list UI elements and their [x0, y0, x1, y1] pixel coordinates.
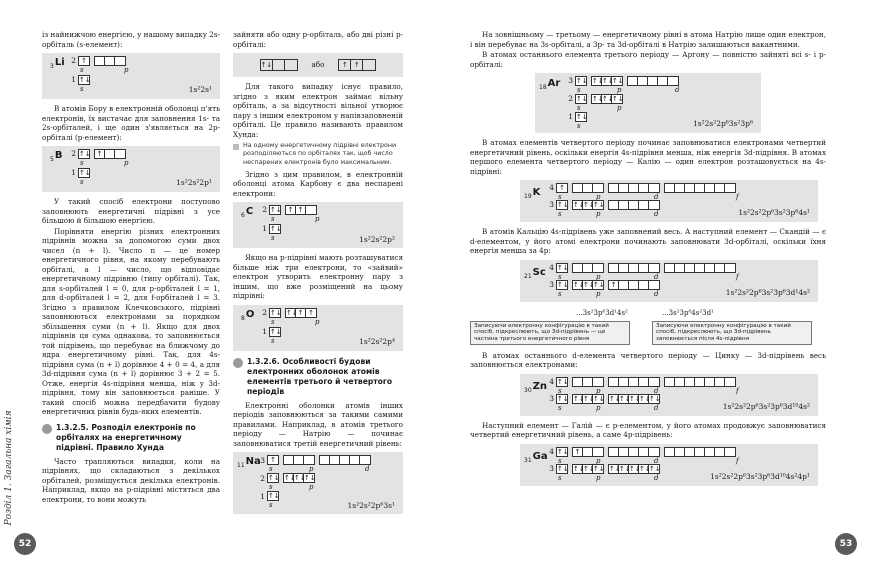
level-4: 4 ↑↓ ↑	[546, 447, 740, 457]
electron-configuration: 1s²2s²2p⁶3s²3p⁶4s¹	[738, 208, 810, 218]
electron-configuration: 1s²2s²2p⁶3s¹	[347, 500, 395, 510]
level-3: 3 ↑↓ ↑↓ ↑↓ ↑↓	[546, 200, 664, 210]
left-page-column-1	[42, 30, 220, 505]
bullet-icon	[233, 358, 243, 368]
element-symbol: $_{18}$Ar	[539, 78, 561, 91]
paragraph: Часто трапляються випадки, коли на підрівнях, що складаються з декількох орбіталей, розміщується декілька електронів. Наприклад, якщо на p-підрівні містяться два електрони, то вони можуть	[42, 456, 220, 504]
electron-configuration: 1s²2s²2p²	[359, 234, 395, 244]
config-short-1: ...3s²3p⁶3d¹4s²	[576, 308, 628, 317]
config-short-2: ...3s²3p⁶4s²3d¹	[662, 308, 714, 317]
two-electron-options: ↑↓ або ↑ ↑	[233, 53, 403, 77]
level-4: 4 ↑↓	[546, 377, 740, 387]
level-3: 3 ↑↓ ↑↓ ↑↓ ↑↓ ↑↓ ↑↓ ↑↓ ↑↓ ↑↓	[549, 393, 661, 403]
level-2: 2 ↑↓ ↑↓ ↑↓ ↑↓	[568, 94, 624, 104]
level-4: 4 ↑	[546, 183, 740, 193]
level-1: 1 ↑↓	[260, 491, 280, 501]
electron-configuration: 1s²2s¹	[188, 85, 212, 95]
orbital-diagram-ga: $_{31}$Ga 4 ↑↓ ↑ 3 ↑↓ ↑↓ ↑↓ ↑↓ ↑↓ ↑↓ ↑↓ ↑↓ ↑↓ s p d f s p d 1s²2s²2p⁶3s²3p⁶3d¹⁰4s²4p¹	[520, 444, 818, 486]
level-3: 3 ↑↓ ↑↓ ↑↓ ↑↓ ↑↓ ↑↓ ↑↓ ↑↓ ↑↓	[549, 463, 661, 473]
electron-configuration: 1s²2s²2p⁶3s²3p⁶	[692, 119, 753, 129]
orbital-diagram-na: $_{11}$Na 3 ↑ 2 ↑↓ ↑↓ ↑↓ ↑↓ 1 ↑↓ s p d s p s 1s²2s²2p⁶3s¹	[233, 452, 403, 514]
level-3: 3 ↑↓ ↑↓ ↑↓ ↑↓	[565, 76, 683, 86]
orbital-diagram-sc: $_{21}$Sc 4 ↑↓ 3 ↑↓ ↑↓ ↑↓ ↑↓ ↑ s p d f s p d 1s²2s²2p⁶3s²3p⁶3d¹4s²	[520, 260, 818, 302]
level-2: 2 ↑↓ ↑	[68, 149, 130, 159]
paragraph: У такий спосіб електрони поступово заповнюють енергетичні підрівні з усе більшою й більшою енергією.	[42, 197, 220, 225]
paragraph: Для такого випадку існує правило, згідно з яким електрон займає вільну орбіталь, а за відсутності вільної утворює пару з іншим електроном у напівзаповненій орбіталі. Це правило називають правилом Хунда:	[233, 82, 403, 139]
level-2: 2 ↑↓ ↑↓ ↑↓ ↑↓	[260, 473, 316, 483]
level-4: 4 ↑↓	[546, 263, 740, 273]
paragraph: На зовнішньому — третьому — енергетичному рівні в атома Натрію лише один електрон, і він перебуває на 3s-орбіталі, а 3p- та 3d-орбіталі в Натрію залишаються вакантними.	[470, 30, 826, 49]
note-box-2: Записуючи електронну конфігурацію в такий спосіб, підкреслюють, що 3d-підрівень заповнюється після 4s-підрівня	[652, 321, 812, 346]
level-3: 3 ↑	[257, 455, 375, 465]
level-1: 1 ↑↓	[262, 224, 282, 234]
spine-title	[4, 400, 16, 540]
element-symbol: $_{30}$Zn	[524, 380, 548, 394]
section-heading: 1.3.2.5. Розподіл електронів по орбіталях на енергетичному підрівні. Правило Хунда	[42, 423, 220, 453]
electron-configuration: 1s²2s²2p⁶3s²3p⁶3d¹⁰4s²4p¹	[710, 471, 810, 481]
orbital-diagram-b: $_5$B 2 ↑↓ ↑ 1 ↑↓ s p s 1s²2s²2p¹	[42, 146, 220, 192]
note-box-1: Записуючи електронну конфігурацію в такий спосіб, підкреслюють, що 3d-підрівень — це частина третього енергетичного рівня	[470, 321, 630, 346]
page-number-right: 53	[835, 533, 857, 555]
paragraph: зайняти або одну p-орбіталь, або дві різні p-орбіталі:	[233, 30, 403, 49]
rule-note: На одному енергетичному підрівні електрони розподіляються по орбіталях так, щоб число неспарених електронів було максимальним.	[233, 142, 403, 167]
level-2: 2 ↑	[68, 56, 130, 66]
spine-title-text: Розділ 1. Загальна хімія	[4, 410, 15, 526]
level-1: 1 ↑↓	[568, 112, 588, 122]
orbital-diagram-zn: $_{30}$Zn 4 ↑↓ 3 ↑↓ ↑↓ ↑↓ ↑↓ ↑↓ ↑↓ ↑↓ ↑↓ ↑↓ s p d f s p d 1s²2s²2p⁶3s²3p⁶3d¹⁰4s²	[520, 374, 818, 416]
level-1: 1 ↑↓	[71, 168, 91, 178]
paragraph: Наступний елемент — Галій — є p-елементом, у його атомах продовжує заповнюватися четвертий енергетичний рівень, а саме 4p-підрівень:	[470, 420, 826, 439]
paragraph: В атомах останнього елемента третього періоду — Аргону — повністю зайняті всі s- і p-орбіталі:	[470, 50, 826, 69]
right-page-column	[470, 30, 826, 491]
paragraph: В атомів Кальцію 4s-підрівень уже заповнений весь. А наступний елемент — Скандій — є d-елементом, у його атомі електрони починають заповнювати 3d-орбіталі, оскільки їхня енергія менша за 4p:	[470, 227, 826, 255]
electron-configuration: 1s²2s²2p¹	[176, 178, 212, 188]
element-symbol: $_{11}$Na	[237, 456, 261, 470]
bullet-icon	[42, 424, 52, 434]
page-number-left: 52	[14, 533, 36, 555]
paragraph: Згідно з цим правилом, в електронній оболонці атома Карбону є два неспарені електрони:	[233, 169, 403, 198]
level-1: 1 ↑↓	[262, 326, 282, 336]
orbital-diagram-c: $_6$C 2 ↑↓ ↑ ↑ 1 ↑↓ s p s 1s²2s²2p²	[233, 202, 403, 248]
element-symbol: $_5$B	[50, 150, 63, 163]
config-notation-comparison	[470, 307, 826, 351]
element-symbol: $_8$O	[241, 308, 255, 322]
element-symbol: $_{31}$Ga	[524, 450, 548, 464]
level-1: 1 ↑↓	[71, 75, 91, 85]
paragraph: В атомах останнього d-елемента четвертого періоду — Цинку — 3d-підрівень весь заповнюється електронами:	[470, 350, 826, 369]
electron-configuration: 1s²2s²2p⁶3s²3p⁶3d¹⁰4s²	[722, 401, 810, 411]
element-symbol: $_{19}$K	[524, 187, 541, 200]
paragraph: В атомах елементів четвертого періоду починає заповнюватися електронами четвертий енергетичний рівень, оскільки енергія 4s-підрівня менша, ніж енергія 3d-підрівня. В атомах першого елемента четвертого періоду — Калію — один електрон розташовується на 4s-підрівні:	[470, 138, 826, 176]
paragraph: Електронні оболонки атомів інших періодів заповнюються за такими самими правилами. Наприклад, в атомів третього періоду — Натрію — починає заповнюватися третій енергетичний рівень:	[233, 400, 403, 448]
level-2: 2 ↑↓ ↑ ↑	[259, 205, 321, 215]
level-3: 3 ↑↓ ↑↓ ↑↓ ↑↓ ↑	[546, 280, 664, 290]
electron-configuration: 1s²2s²2p⁴	[359, 337, 395, 346]
element-symbol: $_3$Li	[50, 57, 65, 70]
section-heading: 1.3.2.6. Особливості будови електронних оболонок атомів елементів третього й четвертого періодів	[233, 357, 403, 397]
element-symbol: $_{21}$Sc	[524, 266, 546, 280]
orbital-diagram-k: $_{19}$K 4 ↑ 3 ↑↓ ↑↓ ↑↓ ↑↓ s p d f s p d 1s²2s²2p⁶3s²3p⁶4s¹	[520, 180, 818, 222]
element-symbol: $_6$C	[241, 206, 254, 220]
paragraph: Якщо на p-підрівні мають розташуватися більше ніж три електрони, то «зайвий» електрон утворить електронну пару з іншим, що вже розміщений на цьому підрівні:	[233, 253, 403, 301]
orbital-diagram-ar: $_{18}$Ar 3 ↑↓ ↑↓ ↑↓ ↑↓ 2 ↑↓ ↑↓ ↑↓ ↑↓ 1 ↑↓ s p d s p s 1s²2s²2p⁶3s²3p⁶	[535, 73, 761, 133]
left-page-column-2	[233, 30, 403, 519]
level-2: 2 ↑↓ ↑↓ ↑ ↑	[259, 308, 321, 318]
or-label: або	[311, 60, 325, 70]
orbital-diagram-li: $_3$Li 2 ↑ 1 ↑↓ s p s 1s²2s¹	[42, 53, 220, 99]
paragraph: із найнижчою енергією, у нашому випадку 2s-орбіталь (s-елемент):	[42, 30, 220, 49]
electron-configuration: 1s²2s²2p⁶3s²3p⁶3d¹4s²	[725, 287, 810, 297]
paragraph: Порівняти енергію різних електронних підрівнів можна за допомогою суми двох чисел (n + l). Число n — це номер енергетичного рівня, на якому перебувають орбіталі, а l — число, що відповідає енергетичному підрівню (типу орбіталі). Так, для s-орбіталей l = 0, для p-орбіталей l = 1, для d-орбіталей l = 2, для f-орбіталей l = 3. Згідно з правилом Клечковського, підрівні заповнюються електронами за порядком збільшення суми (n + l). Якщо для двох підрівнів ця сума однакова, то заповнюється той підрівень, що перебуває на ближчому до ядра енергетичному рівні. Так, для 4s-підрівня сума (n + l) дорівнює 4 + 0 = 4, а для 3d-підрівня сума (n + l) дорівнює 3 + 2 = 5. Отже, енергія 4s-підрівня менша, ніж у 3d-підрівня, тому він заповнюється раніше. У такий спосіб можна передбачити будову енергетичних рівнів будь-яких елементів.	[42, 226, 220, 416]
paragraph: В атомів Бору в електронній оболонці п'ять електронів, їх вистачає для заповнення 1s- та 2s-орбіталей, і ще один з'являється на 2p-орбіталі (p-елемент):	[42, 104, 220, 142]
orbital-diagram-o: $_8$O 2 ↑↓ ↑↓ ↑ ↑ 1 ↑↓ s p s 1s²2s²2p⁴	[233, 305, 403, 351]
